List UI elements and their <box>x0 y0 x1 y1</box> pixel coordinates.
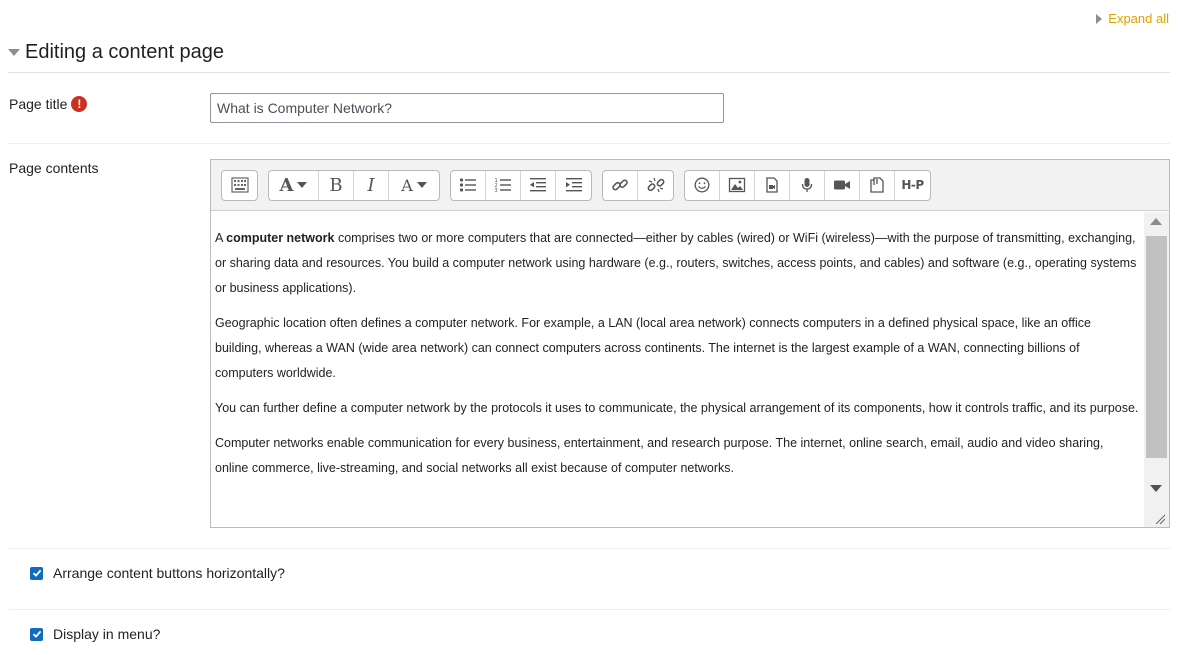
svg-text:1: 1 <box>494 178 498 184</box>
divider <box>9 143 1170 144</box>
expand-all-link[interactable] <box>1096 11 1169 26</box>
exclamation-icon: ! <box>71 96 87 112</box>
toolbar-group-text <box>268 170 440 201</box>
bold-icon[interactable]: B <box>319 171 354 200</box>
resize-handle-icon[interactable] <box>1154 513 1166 525</box>
expanded-caret-icon[interactable] <box>8 49 20 56</box>
scroll-up-arrow-icon[interactable] <box>1150 218 1162 225</box>
arrange-horizontally-checkbox[interactable] <box>30 567 43 580</box>
link-icon[interactable] <box>603 171 638 200</box>
toolbar-group-links <box>602 170 674 201</box>
section-header[interactable] <box>8 38 1170 73</box>
italic-icon[interactable]: I <box>354 171 389 200</box>
scrollbar-thumb[interactable] <box>1146 236 1167 458</box>
unordered-list-icon[interactable] <box>451 171 486 200</box>
checkmark-icon <box>32 568 42 578</box>
page-title-label: Page title <box>9 96 68 112</box>
toolbar-group-media <box>684 170 931 201</box>
editor-content-area[interactable] <box>211 212 1144 527</box>
editor-toolbar <box>211 160 1169 211</box>
scroll-down-arrow-icon[interactable] <box>1150 485 1162 492</box>
display-in-menu-option[interactable] <box>30 626 160 642</box>
font-color-icon[interactable]: A <box>389 171 439 200</box>
outdent-icon[interactable] <box>521 171 556 200</box>
checkmark-icon <box>32 629 42 639</box>
show-more-buttons-icon[interactable] <box>222 171 257 200</box>
emoji-icon[interactable] <box>685 171 720 200</box>
expand-all-label: Expand all <box>1108 11 1169 26</box>
section-title: Editing a content page <box>25 41 225 63</box>
collapsed-triangle-icon <box>1096 14 1102 24</box>
manage-files-icon[interactable] <box>860 171 895 200</box>
page-title-input[interactable] <box>210 93 724 123</box>
unlink-icon[interactable] <box>638 171 673 200</box>
indent-icon[interactable] <box>556 171 591 200</box>
ordered-list-icon[interactable] <box>486 171 521 200</box>
divider <box>9 609 1170 610</box>
bold-term: computer network <box>226 231 335 245</box>
display-in-menu-label[interactable]: Display in menu? <box>53 626 161 642</box>
svg-text:3: 3 <box>494 188 498 193</box>
media-icon[interactable] <box>755 171 790 200</box>
record-video-icon[interactable] <box>825 171 860 200</box>
content-paragraph: Geographic location often defines a computer network. For example, a LAN (local area network) connects computers in a defined physical space, like an office building, whereas a WAN (wide area network) can connect computers across continents. The internet is the largest example of a WAN, connecting billions of computers worldwide. <box>215 316 1091 380</box>
toolbar-group-lists <box>450 170 592 201</box>
page-contents-label: Page contents <box>9 160 99 176</box>
record-audio-icon[interactable] <box>790 171 825 200</box>
content-paragraph: Computer networks enable communication for every business, entertainment, and research purpose. The internet, online search, email, audio and video sharing, online commerce, live-streaming, and social networks all exist because of computer networks. <box>215 436 1104 475</box>
display-in-menu-checkbox[interactable] <box>30 628 43 641</box>
h5p-label: H-P <box>901 178 924 192</box>
rich-text-editor[interactable] <box>210 159 1170 528</box>
arrange-horizontally-label[interactable]: Arrange content buttons horizontally? <box>53 565 285 581</box>
font-style-icon[interactable]: A <box>269 171 319 200</box>
editor-scrollbar[interactable] <box>1144 212 1169 527</box>
content-paragraph: You can further define a computer network by the protocols it uses to communicate, the physical arrangement of its components, how it controls traffic, and its purpose. <box>215 401 1139 415</box>
image-icon[interactable] <box>720 171 755 200</box>
arrange-horizontally-option[interactable] <box>30 565 285 581</box>
h5p-icon[interactable] <box>895 171 930 200</box>
divider <box>9 548 1170 549</box>
toolbar-group-more <box>221 170 258 201</box>
content-paragraph: A computer network comprises two or more computers that are connected—either by cables (wired) or WiFi (wireless)—with the purpose of transmitting, exchanging, or sharing data and resources. You build a computer network using hardware (e.g., routers, switches, access points, and cables) and software (e.g., operating systems or business applications). <box>215 231 1137 295</box>
page-title-label-row <box>9 96 87 112</box>
svg-text:2: 2 <box>494 183 498 189</box>
